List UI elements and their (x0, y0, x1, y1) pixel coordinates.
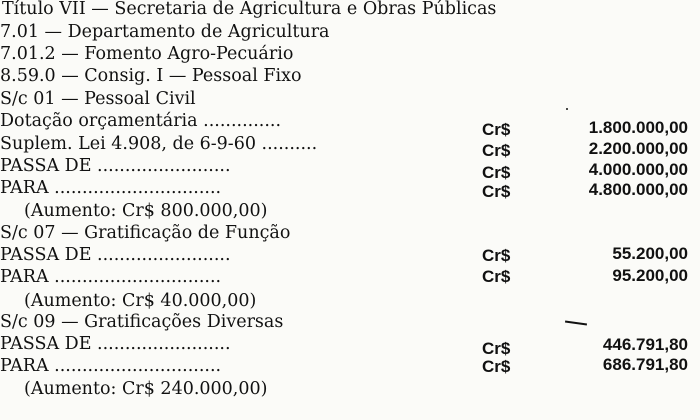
passa-de-row-01 (0, 156, 700, 182)
subsection-07-line (0, 223, 700, 244)
increase-note-09 (0, 379, 700, 400)
para-currency-09: Cr$ (482, 357, 511, 376)
supplement-entry-currency: Cr$ (482, 141, 511, 160)
department-line (0, 22, 700, 43)
program-line (0, 44, 700, 65)
subsection-01-line (0, 89, 700, 110)
passa-de-currency-01: Cr$ (482, 163, 511, 182)
consignation-text: 8.59.0 — Consig. I — Pessoal Fixo (0, 66, 302, 86)
consignation-line (0, 66, 700, 87)
subsection-07-text: S/c 07 — Gratificação de Função (0, 223, 291, 243)
passa-de-currency-09: Cr$ (482, 339, 511, 358)
supplement-entry-amount: 2.200.000,00 (588, 139, 688, 158)
passa-de-label-09: PASSA DE ........................ (0, 334, 231, 354)
budget-entry-row (0, 111, 700, 139)
passa-de-amount-09: 446.791,80 (602, 335, 688, 354)
para-amount-07: 95.200,00 (612, 266, 688, 285)
passa-de-amount-07: 55.200,00 (612, 244, 688, 263)
passa-de-label-07: PASSA DE ........................ (0, 245, 231, 265)
para-label-07: PARA .............................. (0, 267, 222, 287)
para-currency-01: Cr$ (482, 182, 511, 201)
program-text: 7.01.2 — Fomento Agro-Pecuário (0, 44, 294, 64)
para-row-01 (0, 178, 700, 199)
para-row-07 (0, 267, 700, 288)
para-row-09 (0, 356, 700, 377)
budget-entry-currency: Cr$ (482, 120, 511, 139)
ink-dot (566, 108, 568, 110)
increase-note-09-text: (Aumento: Cr$ 240.000,00) (24, 379, 268, 399)
passa-de-amount-01: 4.000.000,00 (588, 160, 688, 179)
para-amount-09: 686.791,80 (602, 355, 688, 374)
budget-entry-label: Dotação orçamentária .............. (0, 111, 282, 131)
para-label-01: PARA .............................. (0, 178, 222, 198)
supplement-entry-row (0, 134, 700, 160)
increase-note-01 (0, 201, 700, 222)
subsection-09-line (0, 312, 700, 333)
passa-de-label-01: PASSA DE ........................ (0, 156, 231, 176)
supplement-entry-label: Suplem. Lei 4.908, de 6-9-60 .......... (0, 134, 318, 154)
para-label-09: PARA .............................. (0, 356, 222, 376)
budget-entry-amount: 1.800.000,00 (588, 118, 688, 137)
para-currency-07: Cr$ (482, 267, 511, 286)
passa-de-row-07 (0, 245, 700, 266)
increase-note-01-text: (Aumento: Cr$ 800.000,00) (24, 201, 268, 221)
department-text: 7.01 — Departamento de Agricultura (0, 22, 330, 42)
para-amount-01: 4.800.000,00 (588, 180, 688, 199)
subsection-09-text: S/c 09 — Gratificações Diversas (0, 312, 284, 332)
passa-de-row-09 (0, 334, 700, 358)
passa-de-currency-07: Cr$ (482, 246, 511, 265)
heading-title (0, 0, 700, 21)
subsection-01-text: S/c 01 — Pessoal Civil (0, 89, 196, 109)
increase-note-07-text: (Aumento: Cr$ 40.000,00) (24, 291, 257, 311)
heading-title-text: Título VII — Secretaria de Agricultura e Obras Públicas (2, 0, 497, 19)
increase-note-07 (0, 291, 700, 312)
